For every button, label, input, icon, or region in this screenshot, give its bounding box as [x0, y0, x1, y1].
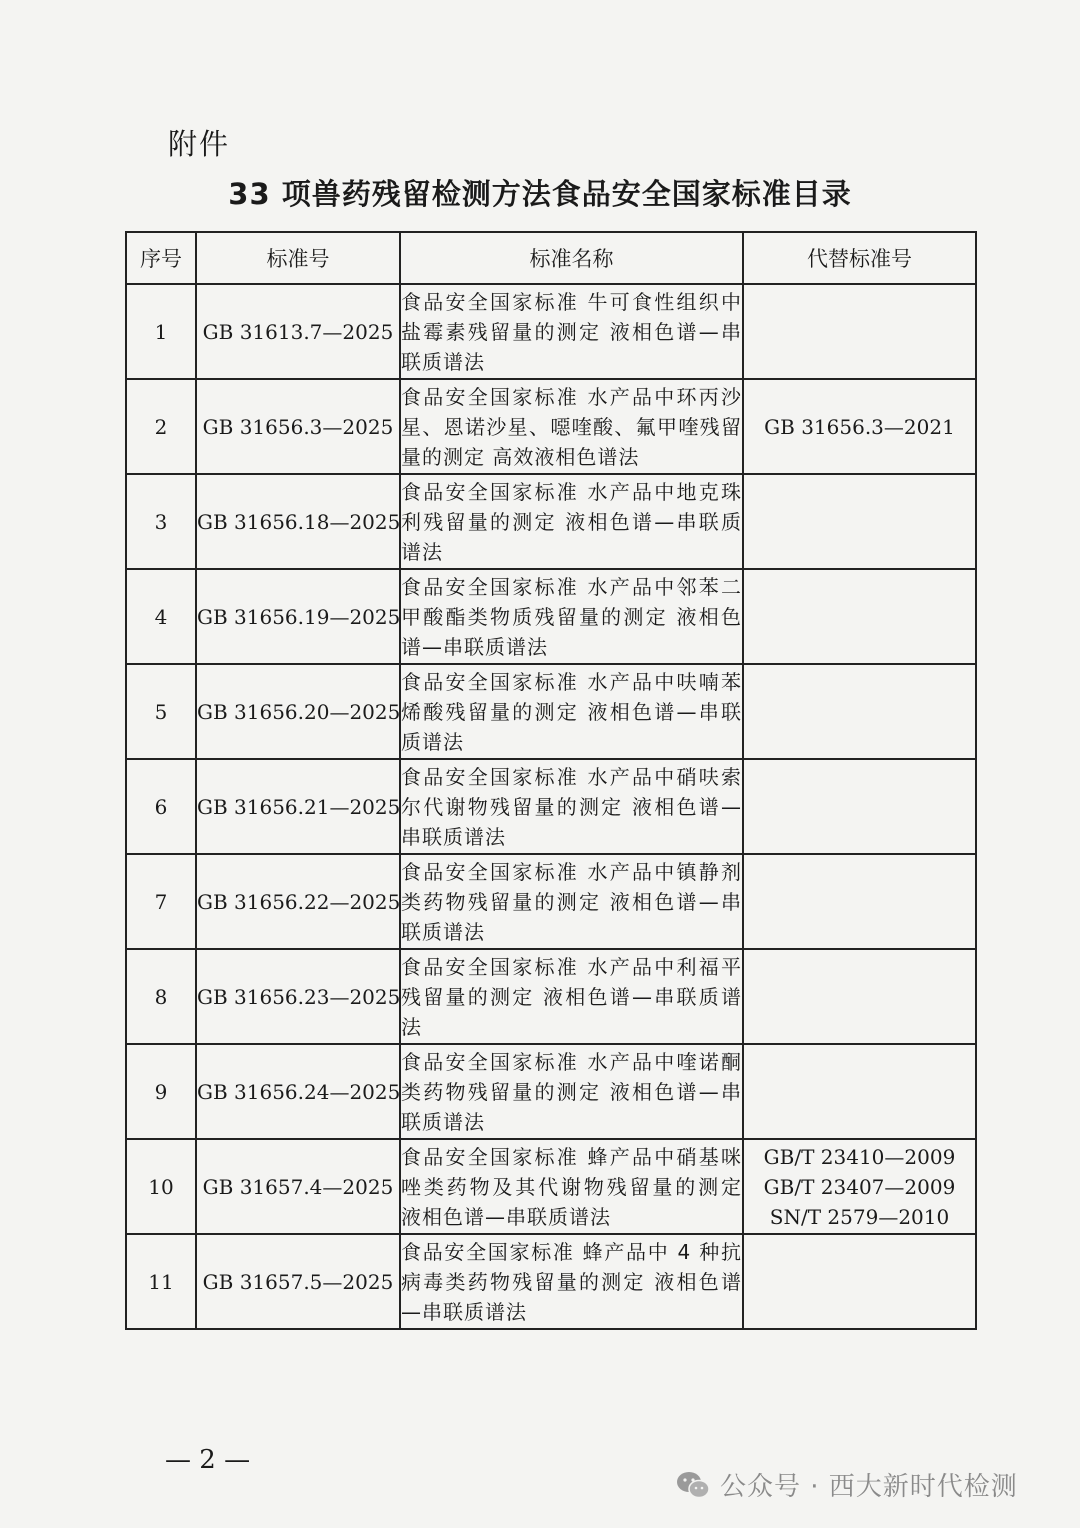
table-row	[126, 1044, 976, 1139]
header-cell-name: 标准名称	[400, 232, 743, 284]
table-body	[126, 284, 976, 1329]
table-header-row	[126, 232, 976, 284]
cell-standard-code: GB 31656.21—2025	[196, 759, 400, 854]
header-cell-no: 序号	[126, 232, 196, 284]
cell-standard-name: 食品安全国家标准 水产品中利福平残留量的测定 液相色谱—串联质谱法	[400, 949, 743, 1044]
cell-standard-code: GB 31656.22—2025	[196, 854, 400, 949]
watermark	[676, 1466, 1018, 1503]
cell-replaces	[743, 1139, 976, 1234]
cell-standard-name: 食品安全国家标准 水产品中喹诺酮类药物残留量的测定 液相色谱—串联质谱法	[400, 1044, 743, 1139]
cell-serial-no: 1	[126, 284, 196, 379]
cell-serial-no: 2	[126, 379, 196, 474]
table-row	[126, 1139, 976, 1234]
cell-standard-name: 食品安全国家标准 蜂产品中 4 种抗病毒类药物残留量的测定 液相色谱—串联质谱法	[400, 1234, 743, 1329]
cell-replaces	[743, 664, 976, 759]
cell-serial-no: 4	[126, 569, 196, 664]
table-row	[126, 569, 976, 664]
cell-standard-code: GB 31657.4—2025	[196, 1139, 400, 1234]
table-row	[126, 664, 976, 759]
cell-serial-no: 9	[126, 1044, 196, 1139]
cell-replaces	[743, 379, 976, 474]
cell-standard-code: GB 31656.18—2025	[196, 474, 400, 569]
cell-replaces	[743, 759, 976, 854]
cell-standard-code: GB 31656.3—2025	[196, 379, 400, 474]
cell-serial-no: 5	[126, 664, 196, 759]
cell-standard-name: 食品安全国家标准 蜂产品中硝基咪唑类药物及其代谢物残留量的测定 液相色谱—串联质谱法	[400, 1139, 743, 1234]
cell-standard-name: 食品安全国家标准 水产品中地克珠利残留量的测定 液相色谱—串联质谱法	[400, 474, 743, 569]
watermark-text: 公众号 · 西大新时代检测	[720, 1472, 1018, 1502]
cell-replaces	[743, 1234, 976, 1329]
cell-standard-code: GB 31613.7—2025	[196, 284, 400, 379]
table-row	[126, 1234, 976, 1329]
cell-serial-no: 3	[126, 474, 196, 569]
cell-standard-code: GB 31656.20—2025	[196, 664, 400, 759]
cell-standard-name: 食品安全国家标准 水产品中硝呋索尔代谢物残留量的测定 液相色谱—串联质谱法	[400, 759, 743, 854]
table-row	[126, 854, 976, 949]
cell-standard-name: 食品安全国家标准 牛可食性组织中盐霉素残留量的测定 液相色谱—串联质谱法	[400, 284, 743, 379]
header-cell-replaces: 代替标准号	[743, 232, 976, 284]
replaced-standard-code: GB/T 23407—2009	[763, 1174, 956, 1199]
cell-standard-code: GB 31657.5—2025	[196, 1234, 400, 1329]
page-number: — 2 —	[165, 1445, 251, 1475]
cell-serial-no: 8	[126, 949, 196, 1044]
cell-serial-no: 11	[126, 1234, 196, 1329]
cell-serial-no: 7	[126, 854, 196, 949]
cell-standard-code: GB 31656.24—2025	[196, 1044, 400, 1139]
cell-serial-no: 10	[126, 1139, 196, 1234]
replaced-standard-code: GB/T 23410—2009	[763, 1144, 956, 1169]
table-row	[126, 474, 976, 569]
standards-table	[125, 231, 977, 1330]
replaced-standard-code: SN/T 2579—2010	[769, 1204, 950, 1229]
cell-replaces	[743, 949, 976, 1044]
cell-replaces	[743, 854, 976, 949]
cell-replaces	[743, 474, 976, 569]
cell-standard-name: 食品安全国家标准 水产品中呋喃苯烯酸残留量的测定 液相色谱—串联质谱法	[400, 664, 743, 759]
cell-standard-code: GB 31656.19—2025	[196, 569, 400, 664]
header-cell-code: 标准号	[196, 232, 400, 284]
cell-replaces	[743, 284, 976, 379]
cell-standard-name: 食品安全国家标准 水产品中镇静剂类药物残留量的测定 液相色谱—串联质谱法	[400, 854, 743, 949]
replaced-standard-code: GB 31656.3—2021	[764, 414, 955, 439]
table-row	[126, 379, 976, 474]
wechat-icon	[676, 1470, 710, 1500]
table-row	[126, 284, 976, 379]
attachment-label: 附件	[168, 127, 231, 161]
table-row	[126, 759, 976, 854]
cell-replaces	[743, 569, 976, 664]
cell-standard-name: 食品安全国家标准 水产品中邻苯二甲酸酯类物质残留量的测定 液相色谱—串联质谱法	[400, 569, 743, 664]
table-row	[126, 949, 976, 1044]
cell-standard-name: 食品安全国家标准 水产品中环丙沙星、恩诺沙星、噁喹酸、氟甲喹残留量的测定 高效液相色谱法	[400, 379, 743, 474]
document-title: 33 项兽药残留检测方法食品安全国家标准目录	[228, 177, 852, 211]
cell-serial-no: 6	[126, 759, 196, 854]
cell-standard-code: GB 31656.23—2025	[196, 949, 400, 1044]
cell-replaces	[743, 1044, 976, 1139]
